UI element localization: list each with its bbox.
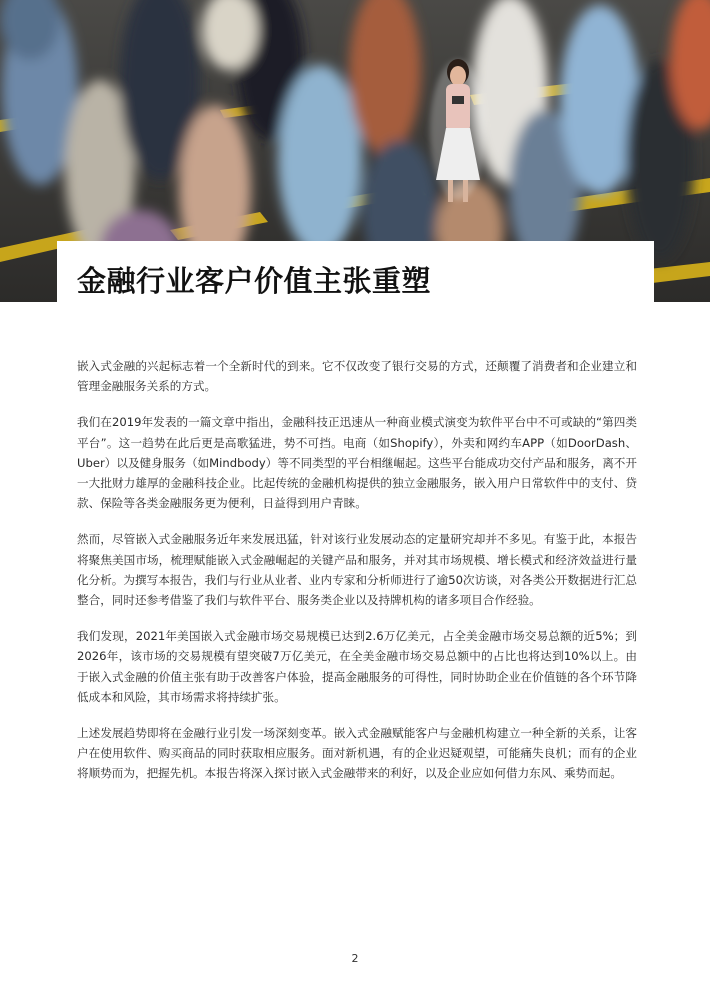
paragraph: 上述发展趋势即将在金融行业引发一场深刻变革。嵌入式金融赋能客户与金融机构建立一种全新的关系，让客户在使用软件、购买商品的同时获取相应服务。面对新机遇，有的企业迟疑观望，可能痛失良机；而有的企业将顺势而为，把握先机。本报告将深入探讨嵌入式金融带来的利好，以及企业应如何借力东风、乘势而起。	[77, 726, 637, 781]
paragraph: 我们发现，2021年美国嵌入式金融市场交易规模已达到2.6万亿美元，占全美金融市场交易总额的近5%；到2026年，该市场的交易规模有望突破7万亿美元，在全美金融市场交易总额中的占比也将达到10%以上。由于嵌入式金融的价值主张有助于改善客户体验，提高金融服务的可得性，同时协助企业在价值链的各个环节降低成本和风险，其市场需求将持续扩张。	[77, 629, 637, 704]
title-box	[57, 241, 654, 302]
paragraph: 然而，尽管嵌入式金融服务近年来发展迅猛，针对该行业发展动态的定量研究却并不多见。有鉴于此，本报告将聚焦美国市场，梳理赋能嵌入式金融崛起的关键产品和服务，并对其市场规模、增长模式和经济效益进行量化分析。为撰写本报告，我们与行业从业者、业内专家和分析师进行了逾50次访谈，对各类公开数据进行汇总整合，同时还参考借鉴了我们与软件平台、服务类企业以及持牌机构的诸多项目合作经验。	[77, 532, 637, 608]
page-title: 金融行业客户价值主张重塑	[77, 264, 432, 298]
page-number: 2	[351, 952, 359, 965]
body-text	[77, 356, 637, 800]
paragraph: 嵌入式金融的兴起标志着一个全新时代的到来。它不仅改变了银行交易的方式，还颠覆了消费者和企业建立和管理金融服务关系的方式。	[77, 359, 637, 394]
paragraph: 我们在2019年发表的一篇文章中指出，金融科技正迅速从一种商业模式演变为软件平台中不可或缺的“第四类平台”。这一趋势在此后更是高歌猛进，势不可挡。电商（如Shopify），外卖和网约车APP（如DoorDash、Uber）以及健身服务（如Mindbody）等不同类型的平台相继崛起。这些平台能成功交付产品和服务，离不开一大批财力雄厚的金融科技企业。比起传统的金融机构提供的独立金融服务，嵌入用户日常软件中的支付、贷款、保险等各类金融服务更为便利，日益得到用户青睐。	[77, 415, 637, 511]
